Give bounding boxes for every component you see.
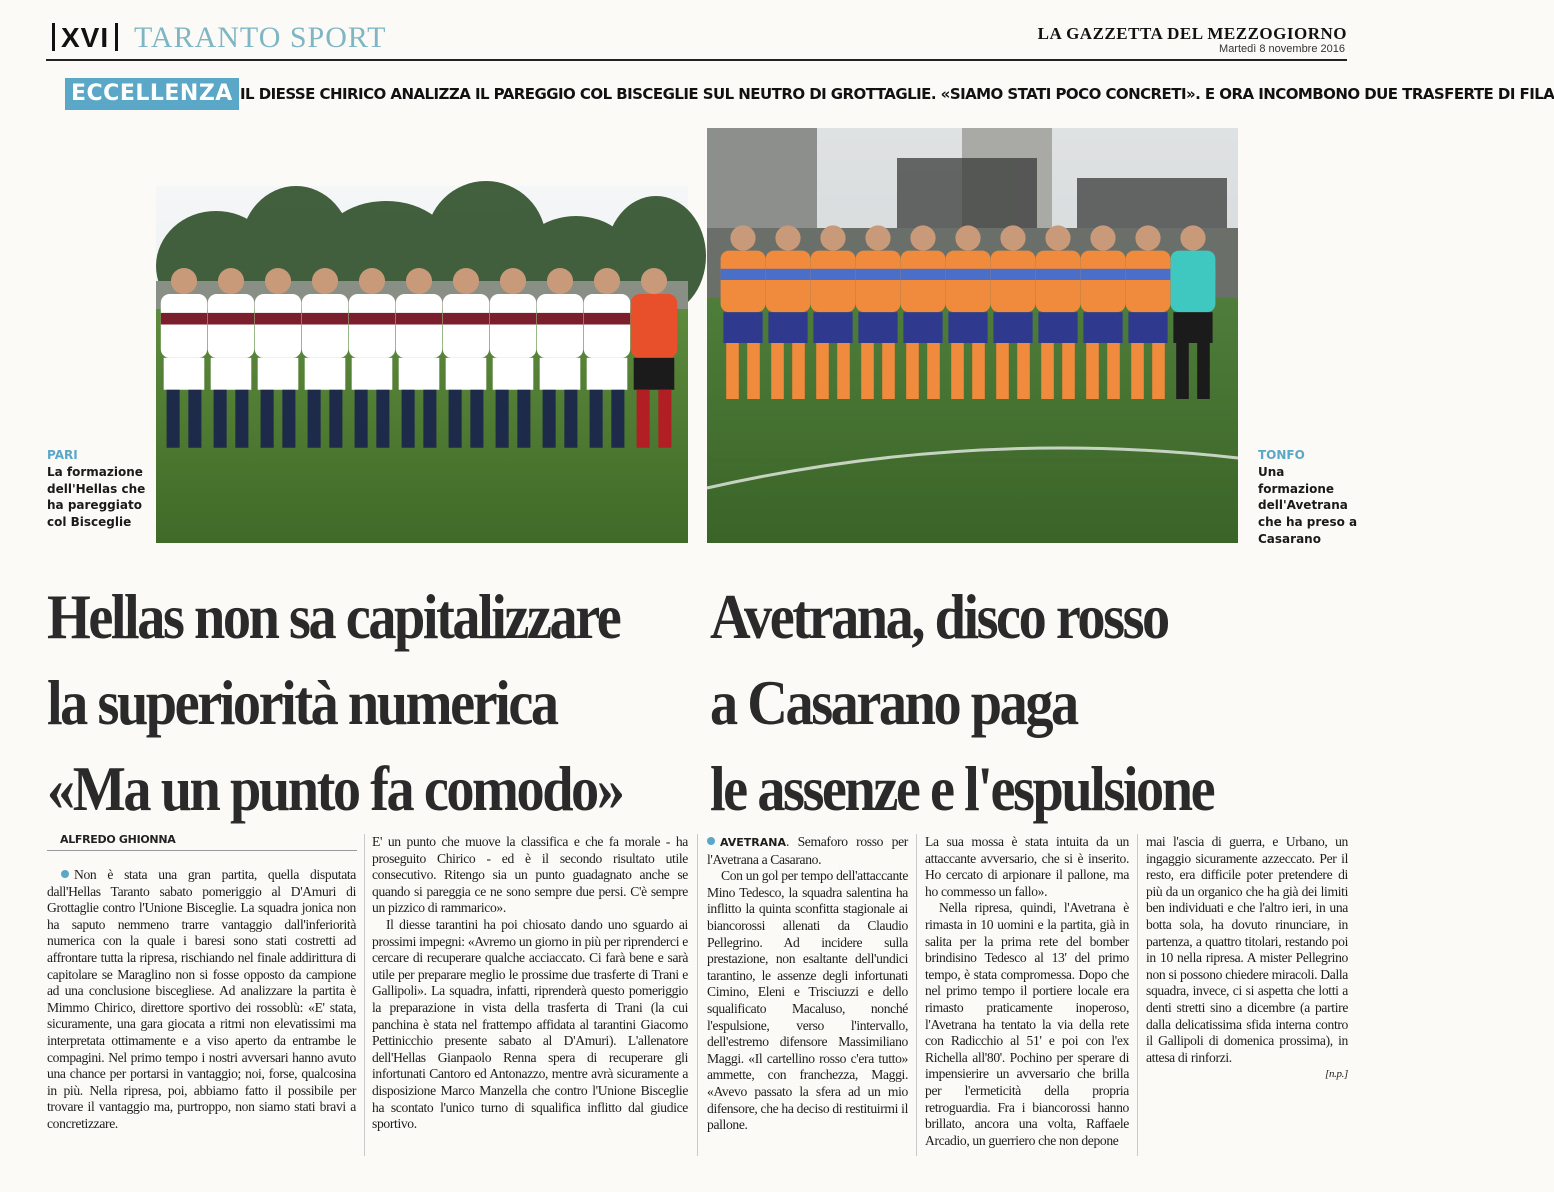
headline-line: «Ma un punto fa comodo» [47,753,623,824]
article-paragraph [707,834,908,868]
photo-caption-left [47,447,152,531]
article-paragraph [47,867,356,1133]
masthead: LA GAZZETTA DEL MEZZOGIORNO [1037,24,1347,43]
article-paragraph: Il diesse tarantini ha poi chiosato dando uno sguardo ai prossimi impegni: «Avremo un giorno in più per riprenderci e cercare di recuperare qualche acciaccato. Ci farà bene e sarà utile per preparare meglio le prossime due trasferte di Trani e Gallipoli». La squadra, infatti, riprenderà questo pomeriggio la preparazione in vista della trasferta di Trani (la cui panchina è stata nel frattempo affidata al tarantini Giacomo Pettinicchio presente sabato al D'Amuri). L'allenatore dell'Hellas Gianpaolo Renna spera di recuperare gli infortunati Cantoro ed Antonazzo, mentre avrà sicuramente a disposizione Marco Manzella che contro l'Unione Bisceglie ha scontato l'unico turno di squalifica inflitto dal giudice sportivo. [372,916,688,1132]
avetrana-team-photo-image [707,128,1238,543]
section-badge: ECCELLENZA [65,78,239,110]
headline-avetrana [710,574,1213,832]
page-number [46,22,124,54]
page-number-text: XVI [61,22,110,53]
article-right-column-2 [925,834,1129,1149]
headline-line: Hellas non sa capitalizzare [47,581,620,652]
headline-hellas [47,574,622,832]
article-location: AVETRANA [720,836,786,849]
article-paragraph: La sua mossa è stata intuita da un attaccante avversario, che si è inserito. Ho cercato di arpionare il pallone, ma ho commesso un fallo». [925,834,1129,899]
column-divider [697,834,698,1156]
page-number-bar [52,23,55,51]
avetrana-team-photo [707,128,1238,543]
bullet-dot-icon [707,837,715,845]
article-paragraph: Nella ripresa, quindi, l'Avetrana è rimasta in 10 uomini e la partita, già in salita per la prima rete del bomber brindisino Tedesco al 13' del primo tempo, è stata compromessa. Dopo che nel primo tempo il portiere locale era rimasto praticamente inoperoso, l'Avetrana ha tentato la via della rete con Radicchio al 51' e poi con l'ex Richella all'80'. Pochino per sperare di impensierire un avversario che brilla per l'ermeticità della propria retroguardia. Fra i biancorossi hanno brillato, ancora una volta, Raffaele Arcadio, un guerriero che non depone [925,900,1129,1148]
byline: ALFREDO GHIONNA [60,833,176,846]
article-right-column-1 [707,834,908,1134]
article-paragraph: Con un gol per tempo dell'attaccante Mino Tedesco, la squadra salentina ha inflitto la quinta sconfitta stagionale ai biancorossi allenati da Claudio Pellegrino. Ad incidere sulla prestazione, non esaltante dell'undici tarantino, le assenze degli infortunati Cimino, Eleni e Trisciuzzi e dello squalificato Macaluso, nonché l'espulsione, verso l'intervallo, dell'estremo difensore Massimiliano Maggi. «Il cartellino rosso c'era tutto» ammette, con franchezza, Maggi. «Avevo passato la sfera ad un mio difensore, che ha deciso di restituirmi il pallone. [707,868,908,1133]
photo-caption-label: TONFO [1258,448,1305,462]
article-text: Non è stata una gran partita, quella disputata dall'Hellas Taranto sabato pomeriggio al D'Amuri di Grottaglie contro l'Unione Bisceglie. La squadra jonica non ha saputo nemmeno trarre vantaggio dall'inferiorità numerica con la quale i baresi sono stati costretti ad affrontare tutta la ripresa, rischiando nel finale addirittura di capitolare se Maraglino non si fosse opposto da campione ad una conclusione biscegliese. Ad analizzare la partita è Mimmo Chirico, direttore sportivo dei rossoblù: «E' stata, sicuramente, una gara giocata a ritmi non elevatissimi ma interpretata ottimamente e a viso aperto da entrambe le compagini. Nel primo tempo i nostri avversari hanno avuto una chance per portarsi in vantaggio; noi, forse, qualcosina in più. Nella ripresa, poi, abbiamo fatto il possibile per trovare il vantaggio ma, purtroppo, non siamo stati bravi a concretizzare. [47,867,356,1131]
header-rule [46,59,1347,61]
photo-caption-text: La formazione dell'Hellas che ha pareggiato col Bisceglie [47,464,146,530]
article-left-column-2 [372,834,688,1133]
hellas-team-photo [156,186,688,543]
article-lead: . Semaforo rosso per l'Avetrana a Casarano. [707,834,908,867]
hellas-team-photo-image [156,186,688,543]
kicker-text: IL DIESSE CHIRICO ANALIZZA IL PAREGGIO COL BISCEGLIE SUL NEUTRO DI GROTTAGLIE. «SIAMO STATI POCO CONCRETI». E ORA INCOMBONO DUE TRASFERTE DI FILA [240,85,1554,103]
column-divider [916,834,917,1156]
article-paragraph: mai l'ascia di guerra, e Urbano, un ingaggio sicuramente azzeccato. Per il resto, era difficile poter pretendere di più da un organico che ha già dei limiti ben individuati e che l'altro ieri, in una botta sola, ha dovuto rinunciare, in partenza, a quattro titolari, restando poi in 10 nella ripresa. A mister Pellegrino non si possono chiedere miracoli. Dalla squadra, invece, ci si aspetta che lotti a denti stretti sino a dicembre (a partire dalla delicatissima sfida interna contro il Gallipoli di domenica prossima), in attesa di rinforzi. [1146,834,1348,1065]
photo-caption-label: PARI [47,448,78,462]
issue-date: Martedì 8 novembre 2016 [1219,43,1345,55]
headline-line: la superiorità numerica [47,667,557,738]
headline-line: a Casarano paga [710,667,1077,738]
photo-caption-text: Una formazione dell'Avetrana che ha preso a Casarano [1258,464,1358,546]
article-paragraph: E' un punto che muove la classifica e che fa morale - ha proseguito Chirico - ed è il secondo risultato utile consecutivo. Ritengo sia un punto guadagnato anche se quando si pareggia ce ne sono sempre due persi. C'è sempre un pizzico di rammarico». [372,834,688,916]
section-name: TARANTO SPORT [134,21,387,54]
article-left-column-1 [47,867,356,1133]
column-divider [364,834,365,1156]
byline-rule [47,850,357,851]
photo-caption-right [1258,447,1358,548]
page-number-bar [115,23,118,51]
bullet-dot-icon [61,870,69,878]
author-signature: [n.p.] [1325,1068,1348,1081]
article-right-column-3 [1146,834,1348,1083]
column-divider [1137,834,1138,1156]
headline-line: Avetrana, disco rosso [710,581,1168,652]
headline-line: le assenze e l'espulsione [710,753,1214,824]
